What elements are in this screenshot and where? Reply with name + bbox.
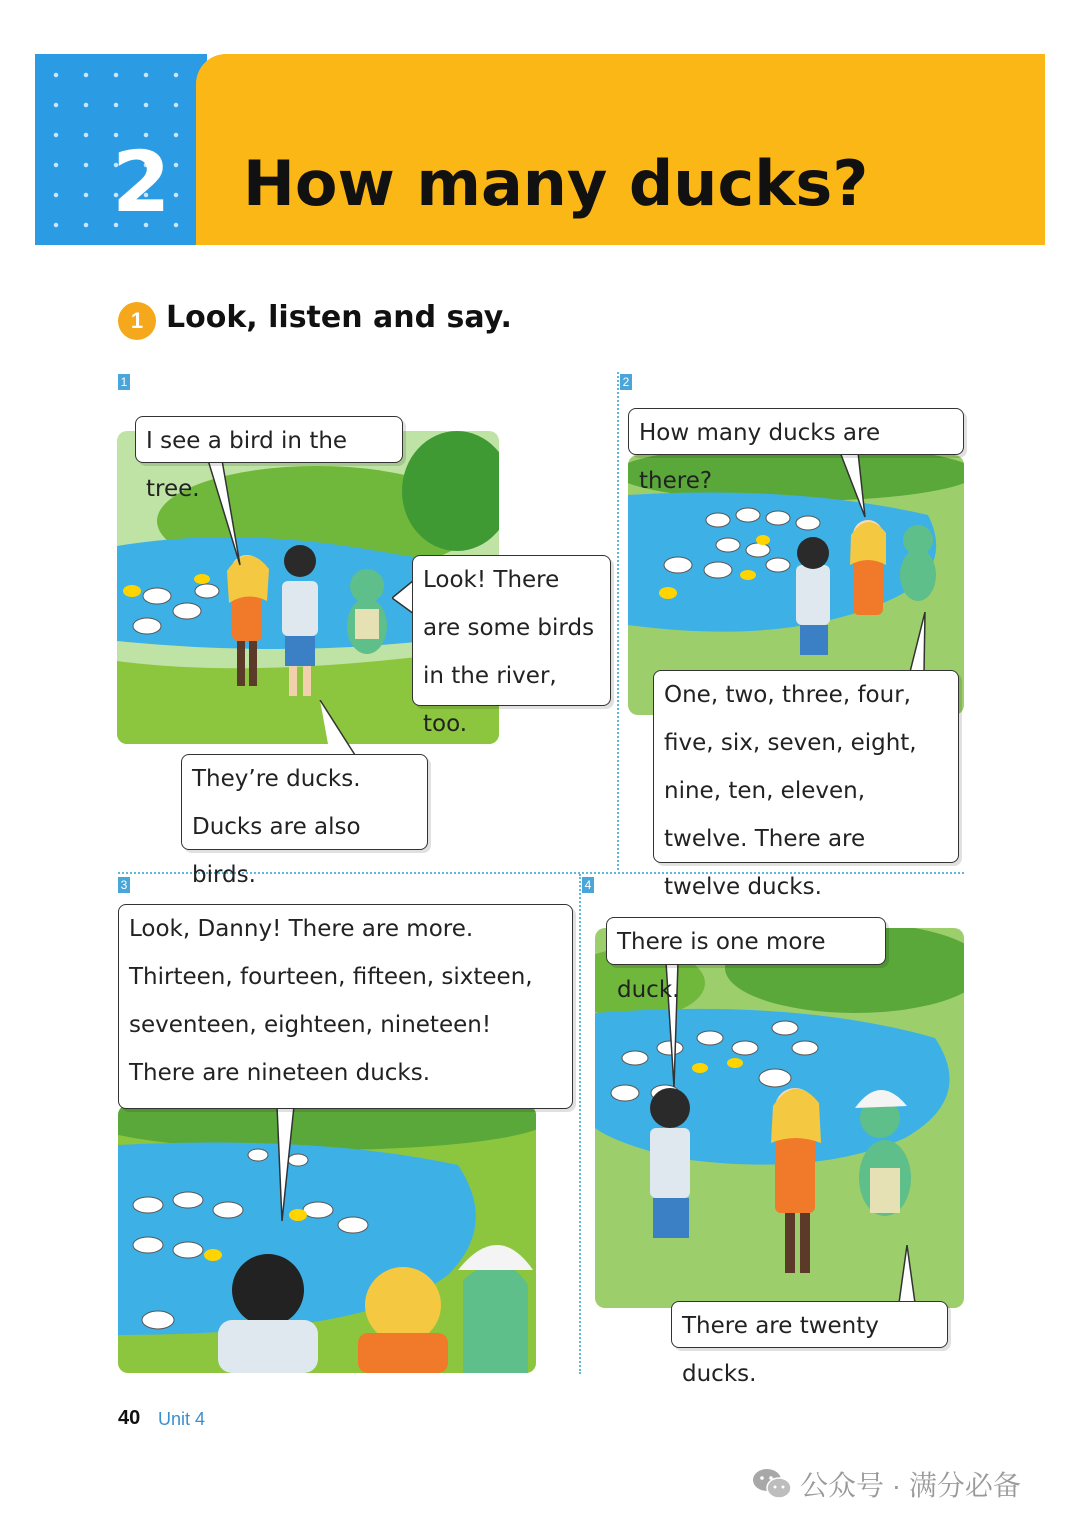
wechat-icon bbox=[752, 1467, 792, 1508]
bubble-text: Look! There are some birds in the river, too. bbox=[423, 567, 595, 737]
bubble-tail bbox=[830, 452, 880, 522]
panel-3-illustration bbox=[118, 1105, 536, 1373]
bubble-tail bbox=[200, 460, 250, 570]
bubble-tail bbox=[310, 700, 370, 760]
panel-4-bubble-twenty bbox=[671, 1301, 948, 1387]
bubble-text: I see a bird in the tree. bbox=[146, 428, 348, 502]
watermark-text: 公众号 · 满分必备 bbox=[800, 1470, 1021, 1501]
panel-number-2: 2 bbox=[620, 374, 632, 390]
panel-1-bubble-ducks bbox=[181, 754, 428, 888]
panel-4-bubble-one-more bbox=[606, 917, 886, 1003]
panel-3-bubble-counting bbox=[118, 904, 573, 1109]
panel-divider-vertical-bottom bbox=[579, 874, 581, 1374]
panel-1-bubble-bird bbox=[135, 416, 403, 502]
bubble-tail bbox=[895, 1245, 920, 1305]
panel-number-1: 1 bbox=[118, 374, 130, 390]
unit-label: Unit 4 bbox=[158, 1409, 206, 1429]
bubble-text: How many ducks are there? bbox=[639, 420, 881, 494]
bubble-text: There are twenty ducks. bbox=[682, 1313, 879, 1387]
panel-2-bubble-question bbox=[628, 408, 964, 494]
activity-number-badge: 1 bbox=[118, 302, 156, 340]
bubble-text: One, two, three, four, five, six, seven, eight, nine, ten, eleven, twelve. There are twelve ducks. bbox=[664, 682, 917, 900]
panel-2-bubble-counting bbox=[653, 670, 959, 900]
watermark bbox=[752, 1464, 1021, 1508]
bubble-text: They’re ducks. Ducks are also birds. bbox=[192, 766, 361, 888]
bubble-text: There is one more duck. bbox=[617, 929, 826, 1003]
panel-divider-vertical-top bbox=[617, 372, 619, 870]
panel-number-3: 3 bbox=[118, 877, 130, 893]
lesson-title: How many ducks? bbox=[243, 147, 869, 220]
bubble-tail bbox=[900, 612, 930, 674]
activity-title: Look, listen and say. bbox=[166, 300, 512, 335]
bubble-text: Look, Danny! There are more. Thirteen, fourteen, fifteen, sixteen, seventeen, eighteen, nineteen! There are nineteen ducks. bbox=[129, 916, 533, 1086]
bubble-tail bbox=[272, 1106, 302, 1226]
page-number: 40 bbox=[118, 1407, 141, 1429]
lesson-number: 2 bbox=[112, 133, 171, 231]
panel-number-4: 4 bbox=[582, 877, 594, 893]
panel-1-bubble-river bbox=[412, 555, 611, 737]
